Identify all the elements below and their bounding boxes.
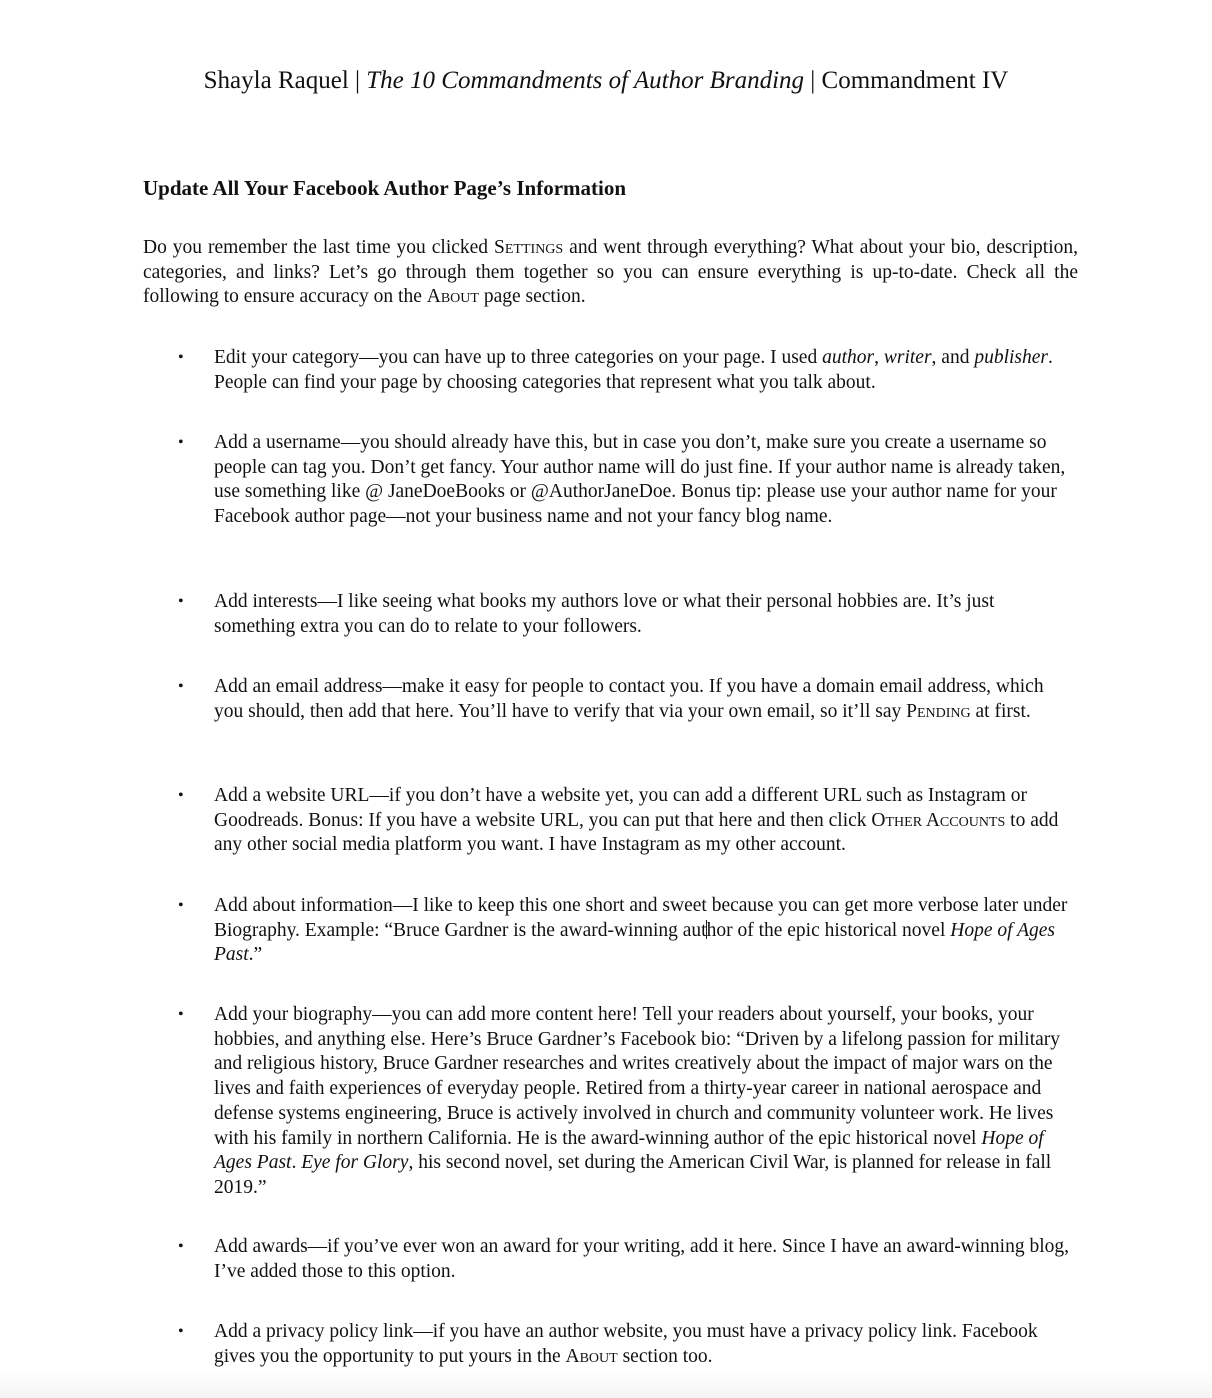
item-text: ,: [874, 347, 884, 368]
item-text: at first.: [970, 700, 1031, 722]
item-text: .: [291, 1152, 302, 1174]
item-text: Add an email address—make it easy for people to contact you. If you have a domain email address, which you should, then add that here. You’ll have to verify that via your own email, so it’ll say: [214, 676, 1044, 722]
item-text: Add a website URL—if you don’t have a website yet, you can add a different URL such as Instagram or Goodreads. Bonus: If you have a website URL, you can put that here and then click: [214, 785, 1028, 831]
bullet-icon: •: [178, 1323, 184, 1340]
item-text: Edit your category—you can have up to three categories on your page. I used: [214, 347, 823, 368]
item-text: . People can find your page by choosing categories that represent what you talk about.: [214, 347, 1053, 393]
list-item-biography: [178, 1003, 1074, 1201]
item-italic: Hope of Ages Past: [214, 1127, 1044, 1174]
bullet-icon: •: [178, 1238, 184, 1255]
section-heading: Update All Your Facebook Author Page’s Information: [143, 176, 627, 200]
item-text: , his second novel, set during the American Civil War, is planned for release in fall 2019.”: [214, 1152, 1052, 1198]
page-bottom-edge: [0, 1372, 1212, 1398]
bullet-icon: •: [178, 593, 184, 610]
other-accounts-term: Other Accounts: [871, 809, 1006, 831]
item-text: hor of the epic historical novel: [706, 919, 951, 941]
bullet-icon: •: [178, 678, 184, 695]
header-author: Shayla Raquel: [203, 67, 349, 94]
item-text: Add a username—you should already have this, but in case you don’t, make sure you create a username so people can tag you. Don’t get fancy. Your author name will do just fine. If your author name is already taken, use something like @ JaneDoeBooks or @AuthorJaneDoe. Bonus tip: please use your author name for your Facebook author page—not your business name and not your fancy blog name.: [214, 432, 1066, 528]
item-text: Add a privacy policy link—if you have an author website, you must have a privacy policy link. Facebook gives you the opportunity to put yours in the: [214, 1321, 1038, 1367]
running-header: [0, 64, 1212, 98]
list-item-awards: [178, 1235, 1074, 1284]
list-item-privacy-policy: [178, 1320, 1074, 1369]
bullet-icon: •: [178, 787, 184, 804]
settings-term: Settings: [494, 237, 564, 258]
list-item-about-information: [178, 894, 1074, 968]
about-term: About: [565, 1345, 618, 1367]
list-item-category: [178, 346, 1074, 395]
intro-text: and went through everything? What about your bio, description, categories, and links? Let’s go through them together so you can ensure everything is up-to-date. Check all the following to ensure accuracy on the: [143, 237, 1078, 307]
bullet-icon: •: [178, 349, 184, 366]
bullet-icon: •: [178, 1006, 184, 1023]
item-text: Add about information—I like to keep this one short and sweet because you can get more verbose later under Biography. Example: “Bruce Gardner is the award-winning aut: [214, 895, 1068, 941]
item-italic: publisher: [974, 347, 1048, 368]
list-item-interests: [178, 590, 1074, 639]
header-separator: |: [348, 67, 367, 94]
item-text: section too.: [617, 1345, 713, 1367]
item-text: Add your biography—you can add more content here! Tell your readers about yourself, your books, your hobbies, and anything else. Here’s Bruce Gardner’s Facebook bio: “Driven by a lifelong passion for military and religious history, Bruce Gardner researches and writes creatively about the impact of major wars on the lives and faith experiences of everyday people. Retired from a thirty-year career in national aerospace and defense systems engineering, Bruce is actively involved in church and community volunteer work. He lives with his family in northern California. He is the award-winning author of the epic historical novel: [214, 1004, 1061, 1149]
item-text: to add any other social media platform you want. I have Instagram as my other account.: [214, 809, 1059, 856]
item-italic: Hope of Ages Past: [214, 919, 1055, 966]
item-text: , and: [931, 347, 975, 368]
list-item-email: [178, 675, 1074, 724]
header-chapter: Commandment IV: [821, 67, 1009, 94]
list-item-username: [178, 431, 1074, 530]
pending-term: Pending: [906, 700, 971, 722]
bullet-icon: •: [178, 897, 184, 914]
item-italic: Eye for Glory: [301, 1152, 409, 1174]
about-term: About: [426, 286, 479, 307]
list-item-website: [178, 784, 1074, 858]
item-text: Add awards—if you’ve ever won an award for your writing, add it here. Since I have an award-winning blog, I’ve added those to this option.: [214, 1236, 1070, 1282]
bullet-icon: •: [178, 434, 184, 451]
intro-paragraph: [143, 236, 1078, 310]
item-italic: author: [822, 347, 875, 368]
intro-text: Do you remember the last time you clicked: [143, 237, 495, 258]
item-italic: writer: [883, 347, 932, 368]
item-text: Add interests—I like seeing what books my authors love or what their personal hobbies are. It’s just something extra you can do to relate to your followers.: [214, 591, 995, 637]
item-text: .”: [248, 944, 263, 966]
header-separator: |: [804, 67, 822, 94]
intro-text: page section.: [478, 286, 586, 307]
header-book-title: The 10 Commandments of Author Branding: [366, 67, 805, 94]
